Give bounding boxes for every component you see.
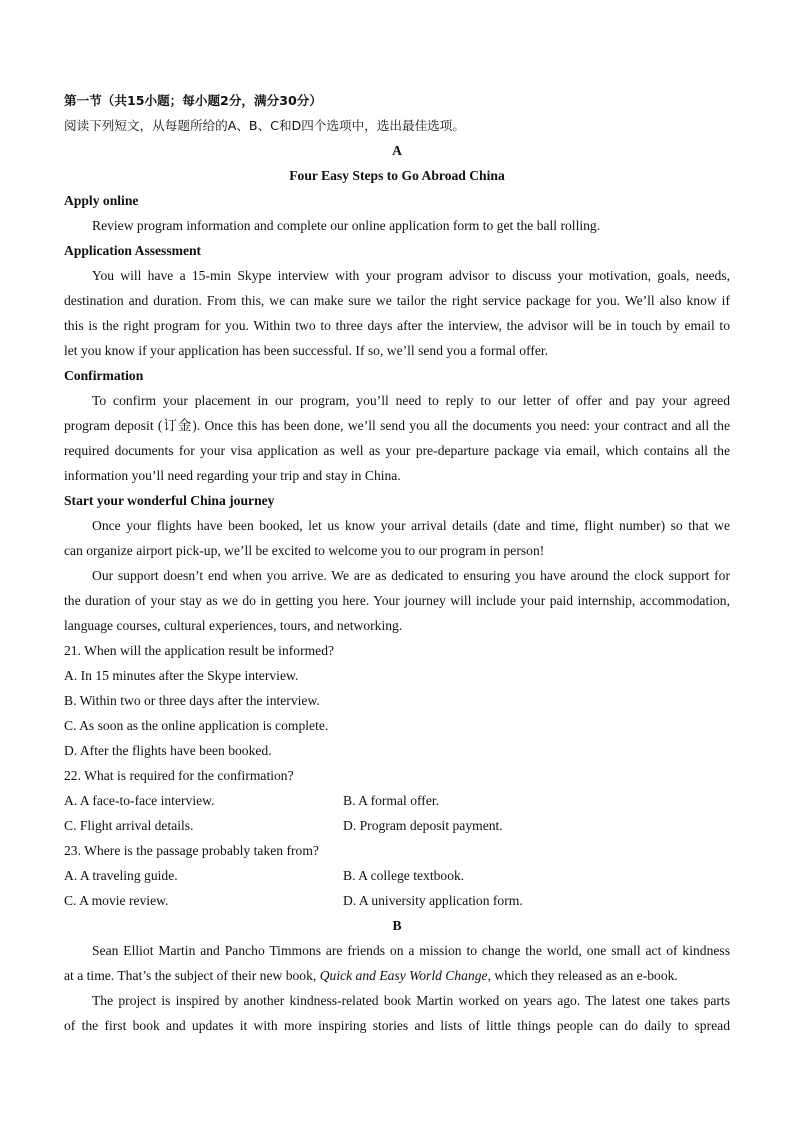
question-23-option-c: C. A movie review. <box>64 893 169 908</box>
paragraph-line: destination and duration. From this, we can make sure we tailor the right service package for you. We’ll also know if <box>64 293 730 308</box>
paragraph-line: required documents for your visa application as well as your pre-departure package via email, which contains all the <box>64 443 730 458</box>
heading-apply-online: Apply online <box>64 193 139 208</box>
passage-b-letter: B <box>392 918 402 933</box>
book-release-text: , which they released as an e-book. <box>487 968 678 983</box>
question-23-option-b: B. A college textbook. <box>343 868 465 883</box>
question-21-option-d: D. After the flights have been booked. <box>64 743 272 758</box>
paragraph-line: the duration of your stay as we do in getting you here. Your journey will include your paid internship, accommodation, <box>64 593 730 608</box>
paragraph-line: program deposit (订金). Once this has been done, we’ll send you all the documents you need: your contract and all the <box>64 418 730 433</box>
question-22-option-d: D. Program deposit payment. <box>343 818 503 833</box>
question-23-option-d: D. A university application form. <box>343 893 523 908</box>
question-21-option-c: C. As soon as the online application is complete. <box>64 718 329 733</box>
paragraph-line: You will have a 15-min Skype interview with your program advisor to discuss your motivation, goals, needs, <box>92 268 730 283</box>
paragraph-line: The project is inspired by another kindness-related book Martin worked on years ago. The latest one takes parts <box>92 993 730 1008</box>
paragraph-line: of the first book and updates it with more inspiring stories and lists of little things people can do daily to spread <box>64 1018 730 1033</box>
paragraph-line: language courses, cultural experiences, tours, and networking. <box>64 618 403 633</box>
paragraph-line: information you’ll need regarding your trip and stay in China. <box>64 468 401 483</box>
paragraph-line: this is the right program for you. Within two to three days after the interview, the advisor will be in touch by email to <box>64 318 730 333</box>
paragraph-line: Review program information and complete our online application form to get the ball rolling. <box>92 218 601 233</box>
question-21-stem: 21. When will the application result be informed? <box>64 643 335 658</box>
question-22-option-a: A. A face-to-face interview. <box>64 793 215 808</box>
book-title: Quick and Easy World Change <box>319 968 488 983</box>
question-23-option-a: A. A traveling guide. <box>64 868 178 883</box>
paragraph-line: To confirm your placement in our program, you’ll need to reply to our letter of offer and pay your agreed <box>92 393 730 408</box>
question-23-stem: 23. Where is the passage probably taken from? <box>64 843 319 858</box>
paragraph-line <box>64 968 730 984</box>
section-header: 第一节（共15小题；每小题2分，满分30分） <box>64 93 322 108</box>
book-intro-text: at a time. That’s the subject of their new book, <box>64 968 320 983</box>
passage-a-letter: A <box>392 143 402 158</box>
paragraph-line: Once your flights have been booked, let us know your arrival details (date and time, flight number) so that we <box>92 518 730 533</box>
heading-start-journey: Start your wonderful China journey <box>64 493 275 508</box>
instruction: 阅读下列短文，从每题所给的A、B、C和D四个选项中，选出最佳选项。 <box>64 118 465 133</box>
passage-a-title: Four Easy Steps to Go Abroad China <box>289 168 505 183</box>
paragraph-line: can organize airport pick-up, we’ll be excited to welcome you to our program in person! <box>64 543 545 558</box>
heading-confirmation: Confirmation <box>64 368 144 383</box>
question-22-stem: 22. What is required for the confirmation? <box>64 768 294 783</box>
paragraph-line: Our support doesn’t end when you arrive. We are as dedicated to ensuring you have around the clock support for <box>92 568 730 583</box>
question-21-option-a: A. In 15 minutes after the Skype interview. <box>64 668 299 683</box>
question-22-option-b: B. A formal offer. <box>343 793 440 808</box>
question-21-option-b: B. Within two or three days after the interview. <box>64 693 320 708</box>
question-22-option-c: C. Flight arrival details. <box>64 818 194 833</box>
paragraph-line: let you know if your application has been successful. If so, we’ll send you a formal offer. <box>64 343 549 358</box>
heading-application-assessment: Application Assessment <box>64 243 202 258</box>
paragraph-line: Sean Elliot Martin and Pancho Timmons are friends on a mission to change the world, one small act of kindness <box>92 943 730 958</box>
